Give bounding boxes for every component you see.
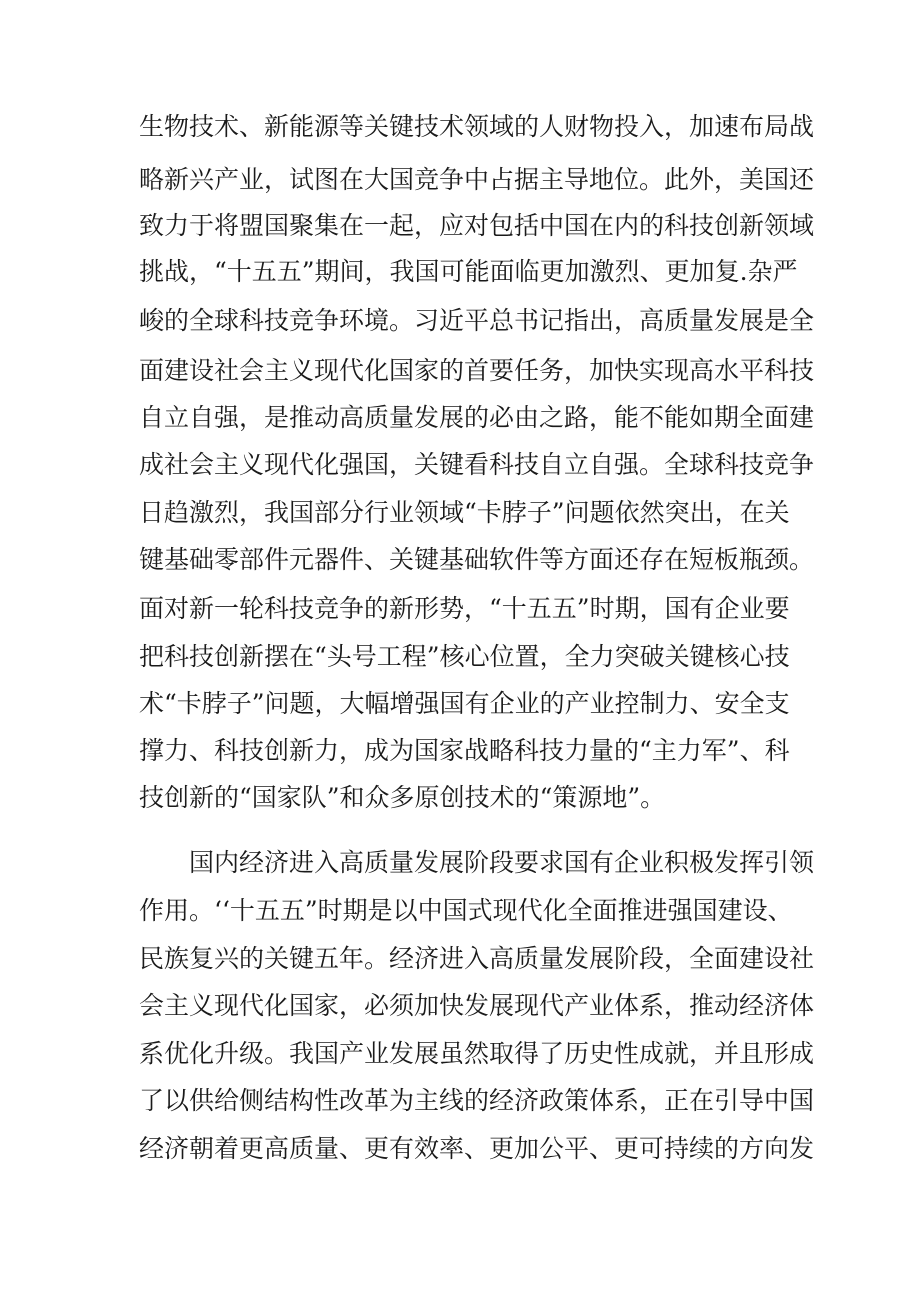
text-line: 面建设社会主义现代化国家的首要任务，加快实现高水平科技 [139, 356, 815, 385]
text-line: 略新兴产业，试图在大国竞争中占据主导地位。此外，美国还 [139, 165, 815, 194]
text-line: 技创新的“国家队”和众多原创技术的“策源地”。 [139, 783, 666, 812]
text-line: 日趋激烈，我国部分行业领域“卡脖子”问题依然突出，在关 [139, 498, 790, 527]
text-line: 成社会主义现代化强国，关键看科技自立自强。全球科技竞争 [139, 450, 815, 479]
text-line: 挑战，“十五五”期间，我国可能面临更加激烈、更加复.杂严 [139, 257, 798, 286]
text-line: 生物技术、新能源等关键技术领域的人财物投入，加速布局战 [139, 112, 815, 141]
text-line: 键基础零部件元器件、关键基础软件等方面还存在短板瓶颈。 [139, 545, 815, 574]
text-line: 自立自强，是推动高质量发展的必由之路，能不能如期全面建 [139, 403, 815, 432]
text-line: 面对新一轮科技竞争的新形势，“十五五”时期，国有企业要 [139, 594, 790, 623]
text-line: 国内经济进入高质量发展阶段要求国有企业积极发挥引领 [189, 848, 815, 877]
text-line: 致力于将盟国聚集在一起，应对包括中国在内的科技创新领域 [139, 211, 815, 240]
text-line: 系优化升级。我国产业发展虽然取得了历史性成就，并且形成 [139, 1039, 815, 1068]
text-line: 会主义现代化国家，必须加快发展现代产业体系，推动经济体 [139, 991, 815, 1020]
text-line: 了以供给侧结构性改革为主线的经济政策体系，正在引导中国 [139, 1086, 815, 1115]
text-line: 把科技创新摆在“头号工程”核心位置，全力突破关键核心技 [139, 642, 790, 671]
text-line: 峻的全球科技竞争环境。习近平总书记指出，高质量发展是全 [139, 306, 815, 335]
text-line: 术“卡脖子”问题，大幅增强国有企业的产业控制力、安全支 [139, 689, 790, 718]
text-line: 经济朝着更高质量、更有效率、更加公平、更可持续的方向发 [139, 1134, 815, 1163]
text-line: 作用。‘‘十五五”时期是以中国式现代化全面推进强国建设、 [139, 896, 793, 925]
text-line: 撑力、科技创新力，成为国家战略科技力量的“主力军”、科 [139, 736, 790, 765]
text-line: 民族复兴的关键五年。经济进入高质量发展阶段，全面建设社 [139, 944, 815, 973]
